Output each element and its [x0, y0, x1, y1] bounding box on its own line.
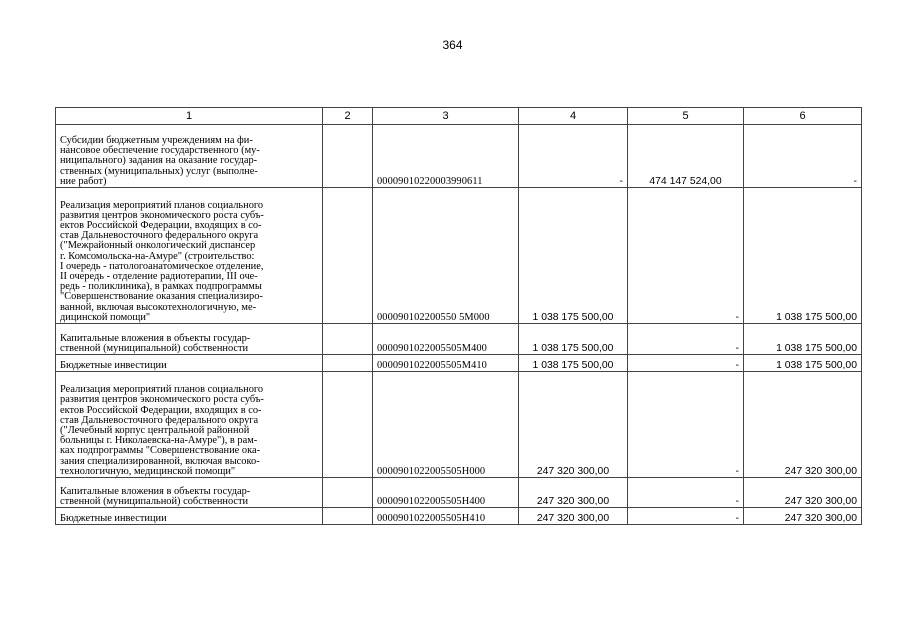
row-col6: -	[744, 125, 862, 188]
row-name: Бюджетные инвестиции	[56, 508, 323, 525]
table-row	[56, 372, 862, 478]
row-col5: -	[628, 355, 744, 372]
row-code: 0000901022005505Н000	[373, 372, 519, 478]
row-col4: 247 320 300,00	[519, 372, 628, 478]
row-col6: 1 038 175 500,00	[744, 355, 862, 372]
row-name: Бюджетные инвестиции	[56, 355, 323, 372]
row-col2	[323, 508, 373, 525]
row-col2	[323, 372, 373, 478]
row-name: Субсидии бюджетным учреждениям на фи- нансовое обеспечение государственного (му- ниципального) задания на оказание государ- ственных (муниципальных) услуг (выполне- ние работ)	[56, 125, 323, 188]
column-header: 3	[373, 108, 519, 125]
row-code: 00009010220003990611	[373, 125, 519, 188]
row-col4: 1 038 175 500,00	[519, 188, 628, 324]
row-col6: 1 038 175 500,00	[744, 188, 862, 324]
column-header: 5	[628, 108, 744, 125]
row-code: 000090102200550 5М000	[373, 188, 519, 324]
table-row	[56, 324, 862, 355]
table-row	[56, 508, 862, 525]
row-name: Капитальные вложения в объекты государ- ственной (муниципальной) собственности	[56, 324, 323, 355]
row-col6: 1 038 175 500,00	[744, 324, 862, 355]
row-code: 0000901022005505Н410	[373, 508, 519, 525]
column-header: 4	[519, 108, 628, 125]
row-col6: 247 320 300,00	[744, 372, 862, 478]
row-code: 0000901022005505М410	[373, 355, 519, 372]
table-header-row	[56, 108, 862, 125]
row-col5: -	[628, 324, 744, 355]
row-code: 0000901022005505М400	[373, 324, 519, 355]
row-col5: -	[628, 188, 744, 324]
table-row	[56, 188, 862, 324]
row-col4: 1 038 175 500,00	[519, 324, 628, 355]
row-col4: 247 320 300,00	[519, 508, 628, 525]
row-col2	[323, 355, 373, 372]
budget-table	[55, 107, 862, 525]
row-col5: -	[628, 478, 744, 508]
column-header: 6	[744, 108, 862, 125]
column-header: 2	[323, 108, 373, 125]
column-header: 1	[56, 108, 323, 125]
row-code: 0000901022005505Н400	[373, 478, 519, 508]
row-col5: -	[628, 372, 744, 478]
table-row	[56, 478, 862, 508]
row-col6: 247 320 300,00	[744, 478, 862, 508]
page-number: 364	[442, 38, 463, 52]
row-name: Реализация мероприятий планов социального развития центров экономического роста субъ- ектов Российской Федерации, входящих в со- став Дальневосточного федерального округа ("Лечебный корпус центральной районной больницы г. Николаевска-на-Амуре"), в рам- ках подпрограммы "Совершенствование ока- зания специализированной, включая высоко- технологичную, медицинской помощи"	[56, 372, 323, 478]
row-col2	[323, 188, 373, 324]
row-col6: 247 320 300,00	[744, 508, 862, 525]
row-col5: -	[628, 508, 744, 525]
row-col4: 1 038 175 500,00	[519, 355, 628, 372]
row-col5: 474 147 524,00	[628, 125, 744, 188]
row-col4: -	[519, 125, 628, 188]
table-row	[56, 125, 862, 188]
row-name: Реализация мероприятий планов социального развития центров экономического роста субъ- ектов Российской Федерации, входящих в со- став Дальневосточного федерального округа ("Межрайонный онкологический диспансер г. Комсомольска-на-Амуре" (строительство: I очередь - патологоанатомическое отделение, II очередь - отделение радиотерапии, III оче- редь - поликлиника), в рамках подпрограммы "Совершенствование оказания специализиро- ванной, включая высокотехнологичную, ме- дицинской помощи"	[56, 188, 323, 324]
row-col2	[323, 324, 373, 355]
row-col2	[323, 478, 373, 508]
row-col4: 247 320 300,00	[519, 478, 628, 508]
row-name: Капитальные вложения в объекты государ- ственной (муниципальной) собственности	[56, 478, 323, 508]
row-col2	[323, 125, 373, 188]
table-row	[56, 355, 862, 372]
